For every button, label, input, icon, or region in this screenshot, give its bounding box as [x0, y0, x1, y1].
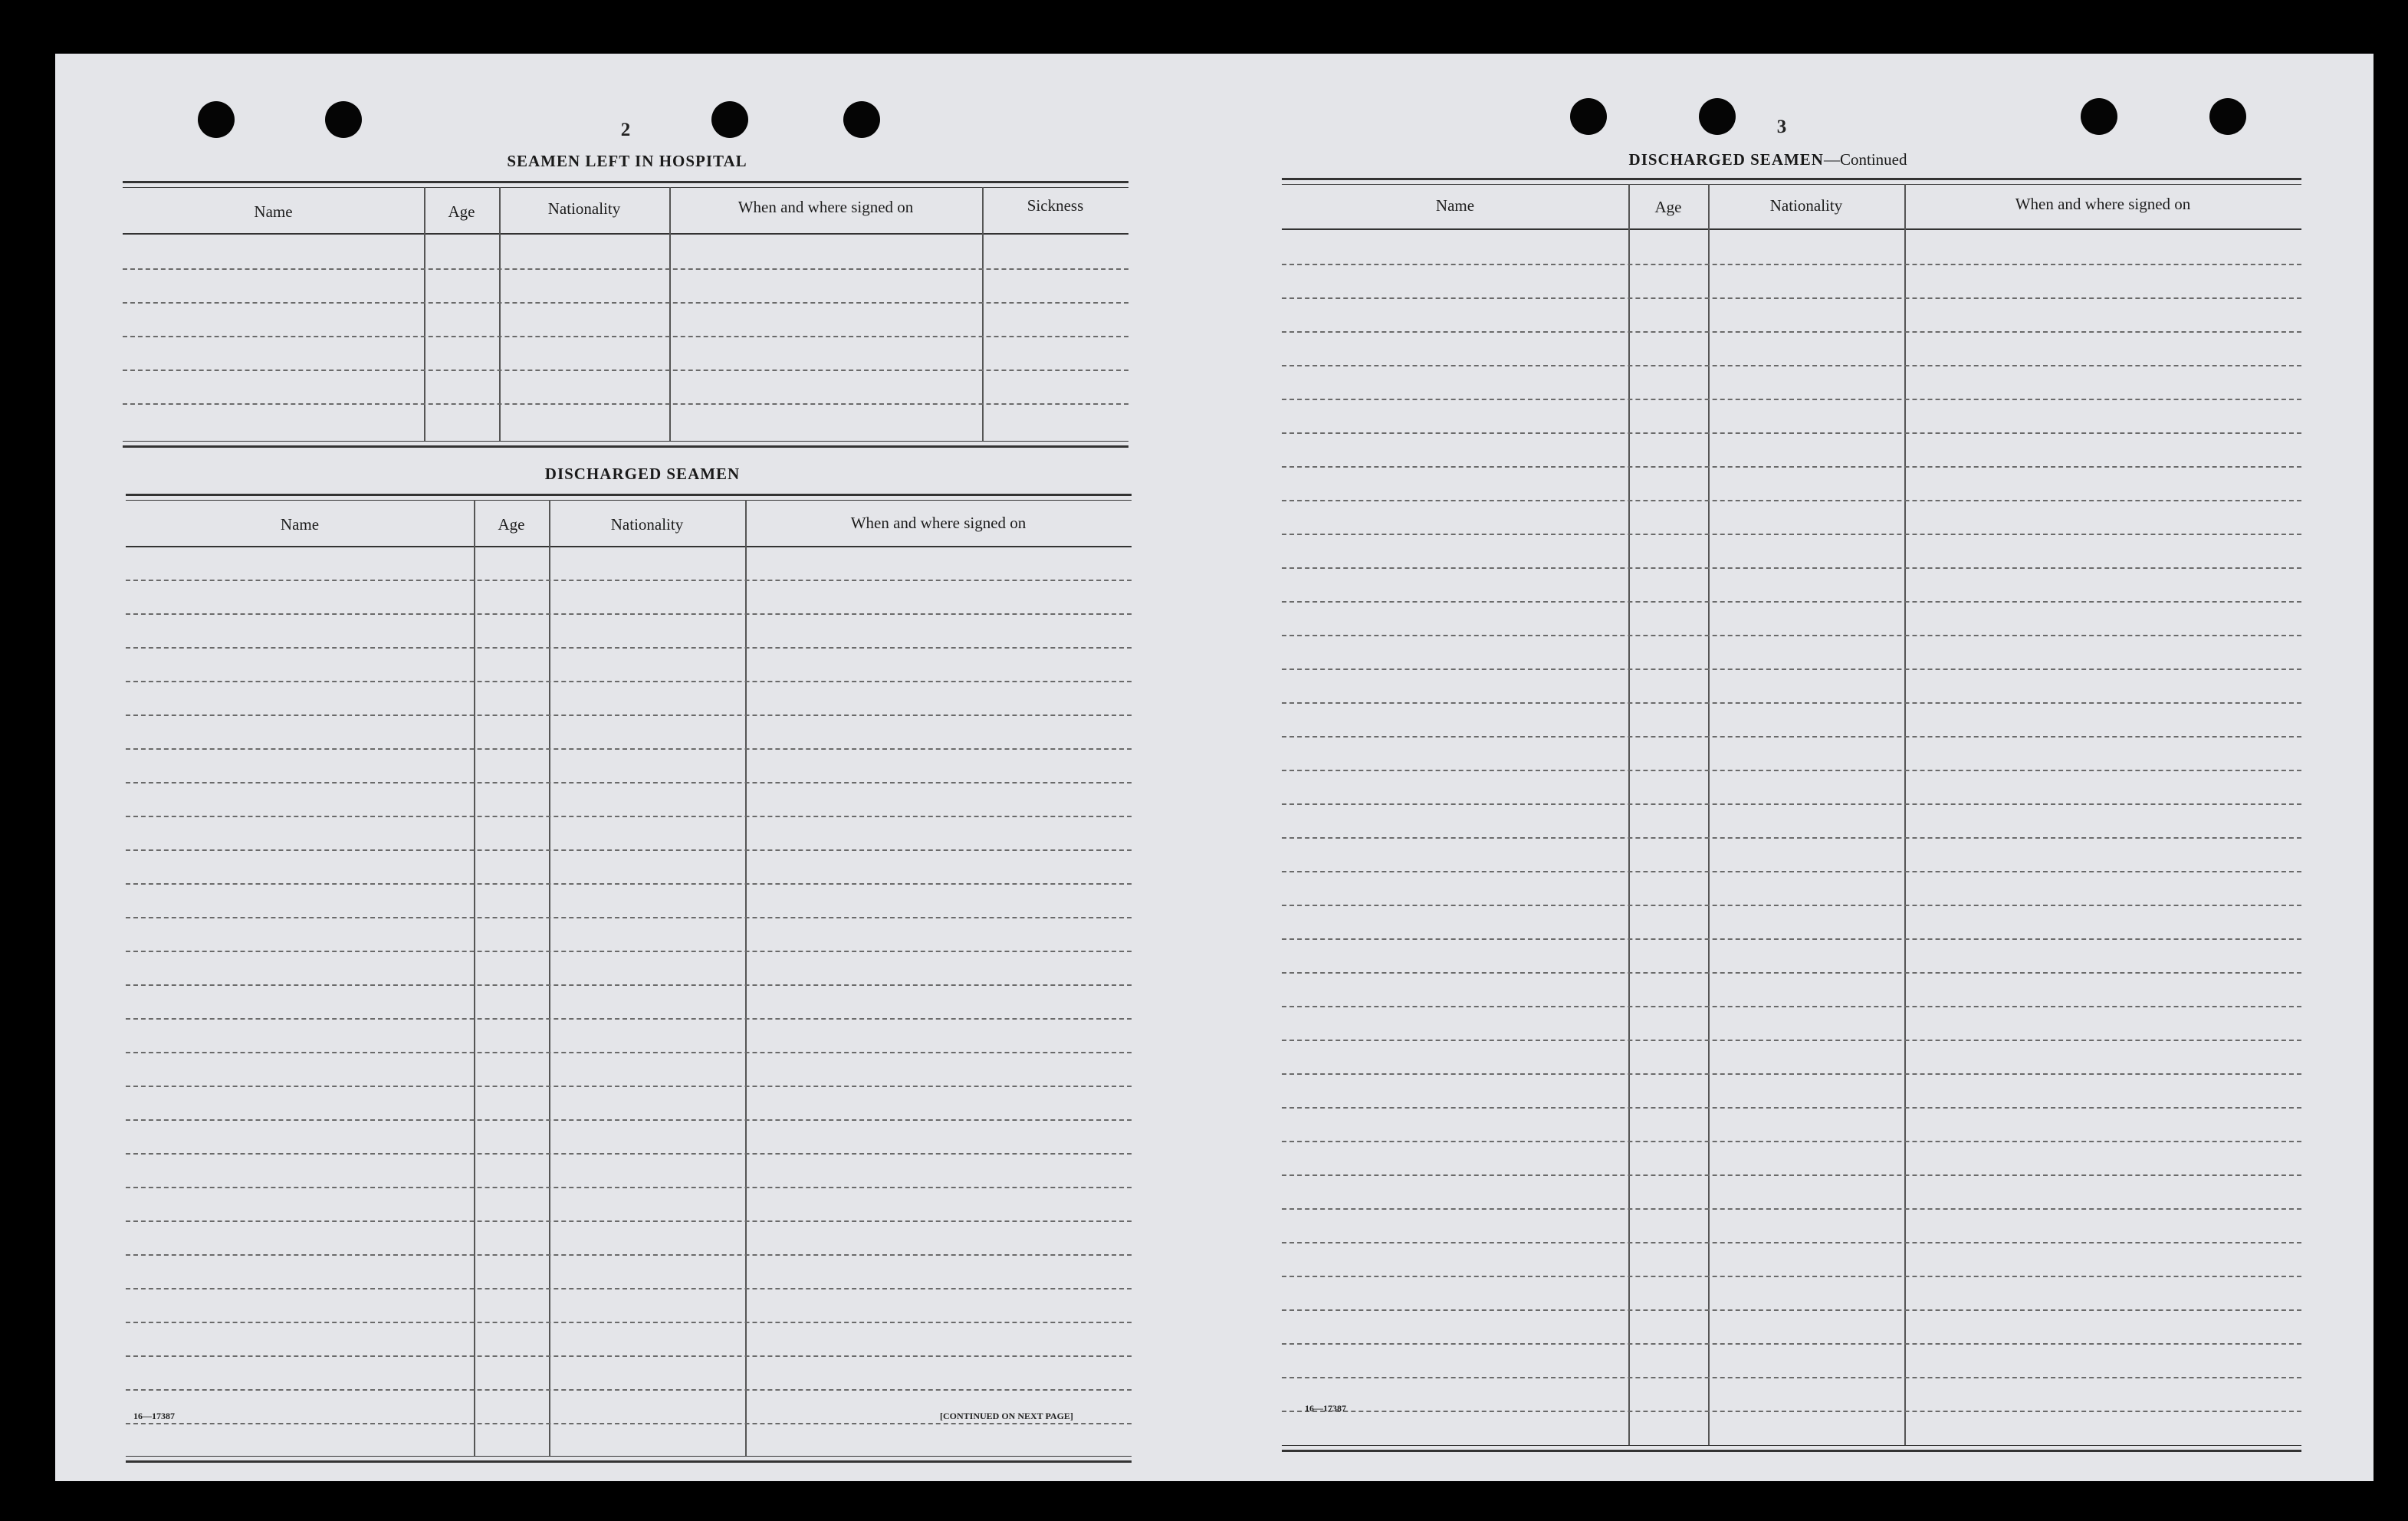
punch-hole [325, 101, 362, 138]
table-row [1282, 1107, 2301, 1109]
table-row [1282, 297, 2301, 299]
table-row [126, 984, 1132, 986]
table-row [126, 1187, 1132, 1188]
section-title-suffix: —Continued [1823, 150, 1907, 169]
column-divider [474, 500, 475, 1457]
table-row [126, 782, 1132, 783]
punch-hole [1570, 98, 1607, 135]
column-header-nationality: Nationality [547, 199, 621, 218]
table-row [1282, 1208, 2301, 1210]
punch-hole [2209, 98, 2246, 135]
punch-hole [711, 101, 748, 138]
document-sheet [55, 54, 2374, 1481]
table-row [1282, 534, 2301, 535]
column-header-age: Age [498, 515, 525, 534]
table-row [1282, 1411, 2301, 1412]
table-row [126, 917, 1132, 918]
table-row [126, 580, 1132, 581]
table-row [126, 748, 1132, 750]
table-row [1282, 905, 2301, 906]
table-row [126, 1119, 1132, 1121]
table-row [1282, 1343, 2301, 1345]
form-number-left: 16—17387 [133, 1411, 175, 1421]
section-title-text: DISCHARGED SEAMEN [1628, 150, 1824, 169]
column-header-when-where-signed-on: When and where signed on [2015, 195, 2191, 213]
table-row [1282, 399, 2301, 400]
table-row [1282, 1377, 2301, 1378]
table-row [123, 268, 1128, 270]
column-header-nationality: Nationality [1769, 196, 1843, 215]
table-row [1282, 567, 2301, 569]
table-row [1282, 601, 2301, 603]
table-top-rule [126, 494, 1132, 501]
table-row [1282, 1242, 2301, 1243]
table-row [123, 336, 1128, 337]
table-row [1282, 264, 2301, 265]
punch-hole [1699, 98, 1736, 135]
table-row [126, 1355, 1132, 1357]
page-number-left: 2 [620, 120, 631, 140]
table-row [126, 1288, 1132, 1289]
column-divider [1708, 184, 1710, 1446]
table-row [1282, 635, 2301, 636]
column-divider [1628, 184, 1630, 1446]
table-row [1282, 803, 2301, 805]
section-title-seamen-left-in-hospital: SEAMEN LEFT IN HOSPITAL [507, 152, 747, 170]
table-row [1282, 1141, 2301, 1142]
table-row [1282, 1276, 2301, 1277]
table-row [126, 647, 1132, 649]
table-row [126, 951, 1132, 952]
table-row [126, 613, 1132, 615]
section-title-discharged-seamen: DISCHARGED SEAMEN [544, 465, 741, 483]
table-row [1282, 1006, 2301, 1007]
hospital-table [123, 181, 1128, 448]
continued-note: [CONTINUED ON NEXT PAGE] [940, 1411, 1073, 1421]
column-divider [745, 500, 747, 1457]
page-number-right: 3 [1776, 117, 1787, 137]
table-row [126, 715, 1132, 716]
table-row [1282, 837, 2301, 839]
table-row [126, 1322, 1132, 1323]
column-header-sickness: Sickness [1027, 196, 1084, 215]
header-underline [126, 546, 1132, 547]
table-row [126, 1389, 1132, 1391]
column-header-age: Age [448, 202, 475, 221]
punch-hole [2081, 98, 2117, 135]
form-number-right: 16—17387 [1305, 1403, 1346, 1414]
table-row [126, 1423, 1132, 1424]
table-row [1282, 1309, 2301, 1311]
table-top-rule [123, 181, 1128, 188]
table-row [1282, 871, 2301, 872]
table-row [126, 1086, 1132, 1087]
table-row [126, 816, 1132, 817]
punch-hole [843, 101, 880, 138]
table-row [1282, 1174, 2301, 1176]
table-row [1282, 331, 2301, 333]
table-row [1282, 938, 2301, 940]
table-bottom-rule [123, 441, 1128, 448]
table-row [1282, 432, 2301, 434]
table-row [1282, 972, 2301, 974]
section-title-discharged-seamen-continued [1629, 150, 1907, 169]
table-row [126, 1254, 1132, 1256]
table-top-rule [1282, 178, 2301, 185]
table-bottom-rule [1282, 1445, 2301, 1452]
table-row [126, 1052, 1132, 1053]
column-header-name: Name [254, 202, 293, 221]
column-divider [549, 500, 550, 1457]
column-header-nationality: Nationality [610, 515, 684, 534]
table-row [126, 1220, 1132, 1222]
discharged-table [126, 494, 1132, 1463]
table-row [1282, 702, 2301, 704]
table-row [1282, 770, 2301, 771]
table-row [1282, 466, 2301, 468]
table-row [126, 1153, 1132, 1155]
table-row [123, 302, 1128, 304]
table-row [1282, 1073, 2301, 1075]
table-row [1282, 365, 2301, 366]
table-row [123, 403, 1128, 405]
table-row [1282, 1040, 2301, 1041]
column-header-name: Name [280, 515, 320, 534]
punch-hole [198, 101, 235, 138]
table-row [126, 681, 1132, 682]
table-row [126, 1018, 1132, 1020]
table-row [123, 370, 1128, 371]
column-divider [1904, 184, 1906, 1446]
column-header-name: Name [1435, 196, 1475, 215]
header-underline [1282, 228, 2301, 230]
column-header-age: Age [1654, 198, 1682, 216]
header-underline [123, 233, 1128, 235]
table-row [1282, 500, 2301, 501]
table-row [126, 849, 1132, 851]
table-row [1282, 736, 2301, 738]
discharged-continued-table [1282, 178, 2301, 1452]
table-bottom-rule [126, 1456, 1132, 1463]
column-header-when-where-signed-on: When and where signed on [738, 198, 914, 216]
column-header-when-where-signed-on: When and where signed on [850, 514, 1027, 532]
table-row [126, 883, 1132, 885]
table-row [1282, 669, 2301, 670]
